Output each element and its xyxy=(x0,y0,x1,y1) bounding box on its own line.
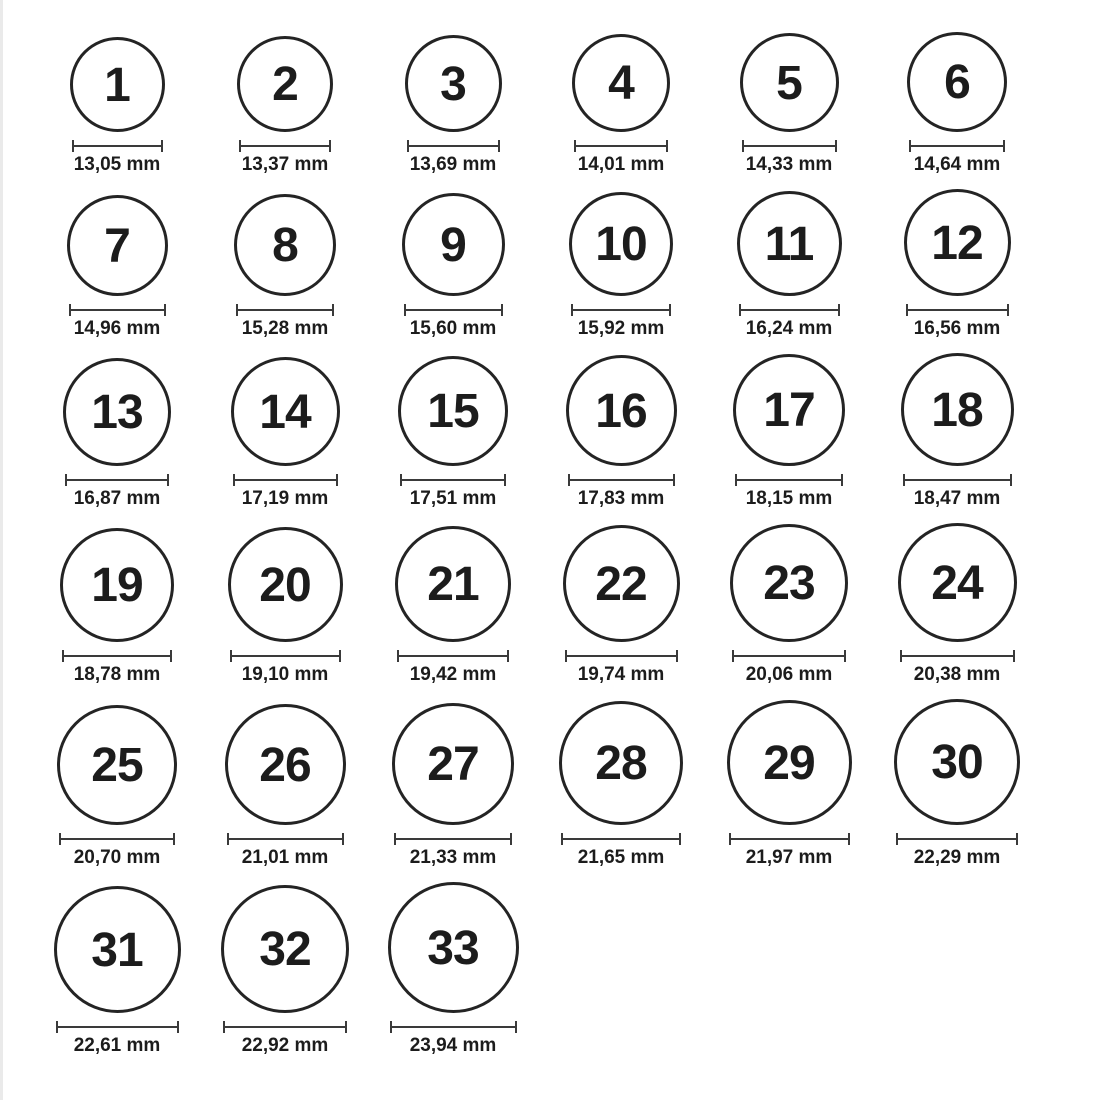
diameter-measure-line xyxy=(561,833,681,845)
ring-size-cell xyxy=(705,354,873,509)
diameter-measure-line xyxy=(735,474,843,486)
ring-size-circle xyxy=(894,699,1020,825)
diameter-measure-line xyxy=(72,140,163,152)
ring-size-cell xyxy=(369,35,537,175)
ring-size-cell xyxy=(33,705,201,868)
ring-size-number: 20 xyxy=(259,558,311,612)
diameter-measure-line xyxy=(903,474,1012,486)
diameter-measure-line xyxy=(571,304,671,316)
ring-size-cell xyxy=(705,524,873,685)
ring-size-cell xyxy=(33,358,201,509)
ring-size-circle xyxy=(392,703,514,825)
ring-size-circle xyxy=(733,354,845,466)
diameter-label: 14,33 mm xyxy=(745,154,833,175)
ring-size-cell xyxy=(705,191,873,339)
diameter-label: 14,01 mm xyxy=(577,154,665,175)
ring-size-circle xyxy=(57,705,177,825)
ring-size-circle xyxy=(234,194,336,296)
diameter-measure-line xyxy=(900,650,1015,662)
ring-size-circle xyxy=(904,189,1011,296)
diameter-label: 15,60 mm xyxy=(409,318,497,339)
ring-size-cell xyxy=(537,525,705,685)
ring-size-number: 14 xyxy=(259,385,311,439)
ring-size-cell xyxy=(873,353,1041,509)
diameter-label: 21,97 mm xyxy=(745,847,833,868)
ring-size-circle xyxy=(405,35,502,132)
diameter-label: 18,15 mm xyxy=(745,488,833,509)
diameter-measure-line xyxy=(227,833,344,845)
ring-size-circle xyxy=(730,524,848,642)
ring-size-number: 30 xyxy=(931,736,983,789)
ring-size-cell xyxy=(537,192,705,339)
ring-size-cell xyxy=(537,34,705,175)
diameter-measure-line xyxy=(390,1021,517,1033)
diameter-measure-line xyxy=(906,304,1009,316)
ring-size-grid xyxy=(33,0,1041,1070)
diameter-measure-line xyxy=(909,140,1005,152)
diameter-measure-line xyxy=(400,474,506,486)
ring-size-cell xyxy=(201,527,369,685)
diameter-measure-line xyxy=(65,474,169,486)
ring-size-circle xyxy=(221,885,349,1013)
ring-size-cell xyxy=(33,37,201,175)
ring-size-circle xyxy=(727,700,852,825)
left-edge-artifact xyxy=(0,0,3,1100)
ring-size-circle xyxy=(563,525,680,642)
diameter-label: 18,47 mm xyxy=(913,488,1001,509)
diameter-label: 21,65 mm xyxy=(577,847,665,868)
ring-size-circle xyxy=(569,192,673,296)
diameter-label: 20,70 mm xyxy=(73,847,161,868)
ring-size-cell xyxy=(201,194,369,339)
ring-size-number: 10 xyxy=(595,218,647,271)
diameter-label: 16,24 mm xyxy=(745,318,833,339)
ring-size-number: 16 xyxy=(595,384,647,438)
ring-size-circle xyxy=(70,37,165,132)
diameter-measure-line xyxy=(394,833,512,845)
diameter-label: 19,42 mm xyxy=(409,664,497,685)
ring-size-number: 29 xyxy=(763,736,815,790)
diameter-measure-line xyxy=(69,304,166,316)
diameter-measure-line xyxy=(62,650,172,662)
ring-size-cell xyxy=(873,523,1041,685)
ring-size-cell xyxy=(369,526,537,685)
ring-size-number: 18 xyxy=(931,383,983,437)
ring-size-number: 22 xyxy=(595,557,647,611)
ring-size-circle xyxy=(907,32,1007,132)
ring-size-number: 23 xyxy=(763,557,815,610)
ring-size-circle xyxy=(225,704,346,825)
ring-size-number: 25 xyxy=(91,739,143,792)
ring-size-number: 5 xyxy=(776,56,802,110)
diameter-measure-line xyxy=(59,833,175,845)
diameter-label: 21,01 mm xyxy=(241,847,329,868)
diameter-measure-line xyxy=(239,140,331,152)
ring-size-number: 11 xyxy=(764,217,814,271)
ring-size-number: 8 xyxy=(272,219,298,272)
ring-size-cell xyxy=(33,886,201,1056)
diameter-label: 14,96 mm xyxy=(73,318,161,339)
diameter-label: 22,92 mm xyxy=(241,1035,329,1056)
ring-size-cell xyxy=(369,193,537,339)
ring-size-cell xyxy=(873,32,1041,175)
ring-size-circle xyxy=(901,353,1014,466)
ring-size-number: 12 xyxy=(931,216,983,270)
diameter-label: 17,19 mm xyxy=(241,488,329,509)
diameter-measure-line xyxy=(397,650,509,662)
ring-size-circle xyxy=(737,191,842,296)
diameter-label: 13,69 mm xyxy=(409,154,497,175)
diameter-measure-line xyxy=(568,474,675,486)
ring-size-cell xyxy=(369,882,537,1056)
diameter-label: 21,33 mm xyxy=(409,847,497,868)
diameter-measure-line xyxy=(574,140,668,152)
diameter-measure-line xyxy=(732,650,846,662)
diameter-label: 15,92 mm xyxy=(577,318,665,339)
ring-size-number: 15 xyxy=(427,385,479,438)
diameter-label: 17,83 mm xyxy=(577,488,665,509)
ring-size-cell xyxy=(537,355,705,509)
ring-size-circle xyxy=(398,356,508,466)
ring-size-circle xyxy=(572,34,670,132)
ring-size-circle xyxy=(67,195,168,296)
diameter-label: 16,87 mm xyxy=(73,488,161,509)
ring-size-number: 24 xyxy=(931,556,983,610)
ring-size-circle xyxy=(63,358,171,466)
ring-size-number: 2 xyxy=(272,58,298,111)
ring-size-number: 21 xyxy=(427,558,479,611)
ring-size-number: 3 xyxy=(440,57,466,111)
diameter-label: 19,10 mm xyxy=(241,664,329,685)
ring-size-cell xyxy=(33,528,201,685)
ring-size-number: 19 xyxy=(91,559,143,612)
diameter-measure-line xyxy=(896,833,1018,845)
diameter-label: 23,94 mm xyxy=(409,1035,497,1056)
diameter-label: 19,74 mm xyxy=(577,664,665,685)
ring-size-cell xyxy=(33,195,201,339)
diameter-label: 18,78 mm xyxy=(73,664,161,685)
ring-size-number: 33 xyxy=(427,921,479,975)
diameter-measure-line xyxy=(565,650,678,662)
ring-size-cell xyxy=(369,356,537,509)
ring-size-cell xyxy=(537,701,705,868)
ring-size-circle xyxy=(54,886,181,1013)
diameter-measure-line xyxy=(223,1021,347,1033)
ring-size-number: 4 xyxy=(608,57,634,110)
ring-size-number: 32 xyxy=(259,923,311,976)
diameter-label: 13,37 mm xyxy=(241,154,329,175)
ring-size-circle xyxy=(898,523,1017,642)
ring-size-circle xyxy=(231,357,340,466)
ring-size-cell xyxy=(201,36,369,175)
diameter-measure-line xyxy=(236,304,334,316)
ring-size-number: 17 xyxy=(763,384,815,437)
ring-size-circle xyxy=(566,355,677,466)
ring-size-cell xyxy=(201,704,369,868)
ring-size-cell xyxy=(201,357,369,509)
diameter-label: 17,51 mm xyxy=(409,488,497,509)
ring-size-number: 28 xyxy=(595,737,647,790)
diameter-label: 20,06 mm xyxy=(745,664,833,685)
diameter-label: 20,38 mm xyxy=(913,664,1001,685)
ring-size-cell xyxy=(873,699,1041,868)
diameter-measure-line xyxy=(230,650,341,662)
diameter-measure-line xyxy=(742,140,837,152)
diameter-label: 13,05 mm xyxy=(73,154,161,175)
ring-size-number: 26 xyxy=(259,738,311,792)
ring-size-circle xyxy=(388,882,519,1013)
ring-size-cell xyxy=(705,33,873,175)
diameter-label: 14,64 mm xyxy=(913,154,1001,175)
diameter-label: 22,61 mm xyxy=(73,1035,161,1056)
ring-size-circle xyxy=(60,528,174,642)
ring-size-cell xyxy=(369,703,537,868)
diameter-measure-line xyxy=(233,474,338,486)
diameter-label: 16,56 mm xyxy=(913,318,1001,339)
diameter-measure-line xyxy=(56,1021,179,1033)
ring-size-circle xyxy=(402,193,505,296)
ring-size-cell xyxy=(705,700,873,868)
ring-size-circle xyxy=(559,701,683,825)
diameter-label: 15,28 mm xyxy=(241,318,329,339)
ring-size-cell xyxy=(873,189,1041,339)
diameter-label: 22,29 mm xyxy=(913,847,1001,868)
ring-size-number: 6 xyxy=(944,56,970,109)
ring-size-circle xyxy=(395,526,511,642)
diameter-measure-line xyxy=(739,304,840,316)
ring-size-circle xyxy=(237,36,333,132)
ring-size-number: 27 xyxy=(427,738,479,791)
ring-size-number: 13 xyxy=(91,386,143,439)
ring-size-number: 1 xyxy=(104,58,130,112)
diameter-measure-line xyxy=(729,833,850,845)
diameter-measure-line xyxy=(404,304,503,316)
ring-size-circle xyxy=(740,33,839,132)
diameter-measure-line xyxy=(407,140,500,152)
ring-size-circle xyxy=(228,527,343,642)
ring-size-number: 9 xyxy=(440,218,466,272)
ring-size-number: 31 xyxy=(91,923,143,977)
ring-size-number: 7 xyxy=(104,219,130,273)
ring-size-cell xyxy=(201,885,369,1056)
